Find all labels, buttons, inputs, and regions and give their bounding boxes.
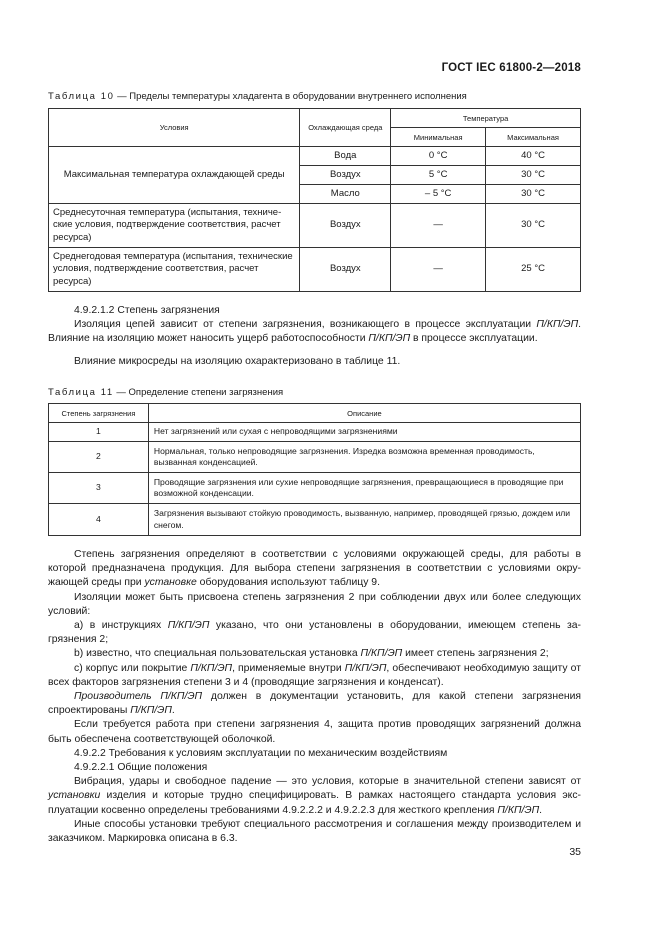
degree-cell: 1 xyxy=(49,423,149,442)
max-cell: 25 °С xyxy=(486,248,581,292)
paragraph: Степень загрязнения определяют в соответствии с условиями окружающей среды, для работы в которой предназначена продукция. Для выбора степени загрязнения в соответствии с условиями окружающей среды при установке оборудования используют таблицу 9. xyxy=(48,549,581,589)
medium-cell: Воздух xyxy=(300,204,391,248)
col-header-medium: Охлаждающая среда xyxy=(300,109,391,147)
table11-label: Таблица 11 xyxy=(48,387,114,398)
table-row xyxy=(49,147,581,166)
paragraph: Вибрация, удары и свободное падение — это условия, которые в значительной степени зависят от установки изделия и которые трудно специфицировать. В рамках настоящего стандарта условия эксплуатации косвенно определены требованиями 4.9.2.2.2 и 4.9.2.2.3 для жесткого крепления П/КП/ЭП. xyxy=(48,776,581,816)
table10-caption xyxy=(48,91,467,102)
coolant-temperature-table xyxy=(48,108,581,292)
medium-cell: Масло xyxy=(300,185,391,204)
list-item-a: а) в инструкциях П/КП/ЭП указано, что они установлены в оборудовании, имеющем степень загрязнения 2; xyxy=(48,620,581,646)
condition-cell: Максимальная температура охлаждающей среды xyxy=(49,147,300,204)
col-header-min: Минимальная xyxy=(391,128,486,147)
description-cell: Нормальная, только непроводящие загрязнения. Изредка возможна временная проводимость, вызванная конденсацией. xyxy=(148,442,580,473)
max-cell: 30 °С xyxy=(486,204,581,248)
section-heading: 4.9.2.2 Требования к условиям эксплуатации по механическим воздействиям xyxy=(74,747,448,759)
col-header-description: Описание xyxy=(148,404,580,423)
min-cell: — xyxy=(391,248,486,292)
table11-title: — Определение степени загрязнения xyxy=(113,387,284,398)
table-row xyxy=(49,204,581,248)
description-cell: Нет загрязнений или сухая с непроводящими загрязнениями xyxy=(148,423,580,442)
paragraph: Производитель П/КП/ЭП должен в документации установить, для какой степени загрязнения спроектированы П/КП/ЭП. xyxy=(48,691,582,717)
paragraph: Если требуется работа при степени загрязнения 4, защита против проводящих загрязнений должна быть обеспечена соответствующей оболочкой. xyxy=(48,719,581,745)
min-cell: 5 °С xyxy=(391,166,486,185)
table-row xyxy=(49,248,581,292)
table-row xyxy=(49,442,581,473)
medium-cell: Воздух xyxy=(300,166,391,185)
section-pollution-degree xyxy=(48,304,581,369)
degree-cell: 2 xyxy=(49,442,149,473)
condition-cell: Среднесуточная температура (испытания, технические условия, подтверждение соответствия, расчет ресурса) xyxy=(49,204,300,248)
max-cell: 30 °С xyxy=(486,185,581,204)
page-number: 35 xyxy=(569,846,581,858)
description-cell: Проводящие загрязнения или сухие непроводящие загрязнения, превращающиеся в проводящие при возможной конденсации. xyxy=(148,473,580,504)
medium-cell: Воздух xyxy=(300,248,391,292)
degree-cell: 3 xyxy=(49,473,149,504)
paragraph: Иные способы установки требуют специального рассмотрения и соглашения между производителем и заказчиком. Маркировка описана в 6.3. xyxy=(48,818,581,845)
col-header-max: Максимальная xyxy=(486,128,581,147)
table-row xyxy=(49,504,581,536)
section-heading: 4.9.2.2.1 Общие положения xyxy=(74,762,208,774)
list-item-b: b) известно, что специальная пользовательская установка П/КП/ЭП имеет степень загрязнения 2; xyxy=(74,648,549,660)
paragraph: Изоляция цепей зависит от степени загрязнения, возникающего в процессе эксплуатации П/КП/ЭП. Влияние на изоляцию может наносить ущерб работоспособности П/КП/ЭП в процессе эксплуатации. xyxy=(48,319,581,345)
col-header-degree: Степень загрязнения xyxy=(49,404,149,423)
list-item-c: с) корпус или покрытие П/КП/ЭП, применяемые внутри П/КП/ЭП, обеспечивают необходимую защиту от всех факторов загрязнения степени 3 и 4 (проводящие загрязнения и конденсат). xyxy=(48,662,581,688)
max-cell: 30 °С xyxy=(486,166,581,185)
medium-cell: Вода xyxy=(300,147,391,166)
table-row xyxy=(49,423,581,442)
paragraph: Изоляции может быть присвоена степень загрязнения 2 при соблюдении двух или более следующих условий: xyxy=(48,591,581,617)
condition-cell: Среднегодовая температура (испытания, технические условия, подтверждение соответствия, расчет ресурса) xyxy=(49,248,300,292)
main-body-text xyxy=(48,548,581,846)
table10-label: Таблица 10 xyxy=(48,91,115,102)
degree-cell: 4 xyxy=(49,504,149,536)
description-cell: Загрязнения вызывают стойкую проводимость, вызванную, например, проводящей грязью, дождем или снегом. xyxy=(148,504,580,536)
table10-title: — Пределы температуры хладагента в оборудовании внутреннего исполнения xyxy=(114,91,467,102)
col-header-temperature: Температура xyxy=(391,109,581,128)
pollution-degree-table xyxy=(48,403,581,536)
col-header-conditions: Условия xyxy=(49,109,300,147)
max-cell: 40 °С xyxy=(486,147,581,166)
standard-code-header: ГОСТ IEC 61800-2—2018 xyxy=(441,62,581,74)
min-cell: — xyxy=(391,204,486,248)
table-row xyxy=(49,473,581,504)
paragraph: Влияние микросреды на изоляцию охарактеризовано в таблице 11. xyxy=(74,355,401,367)
min-cell: – 5 °С xyxy=(391,185,486,204)
section-heading: 4.9.2.1.2 Степень загрязнения xyxy=(74,305,220,316)
min-cell: 0 °С xyxy=(391,147,486,166)
table11-caption xyxy=(48,387,283,398)
